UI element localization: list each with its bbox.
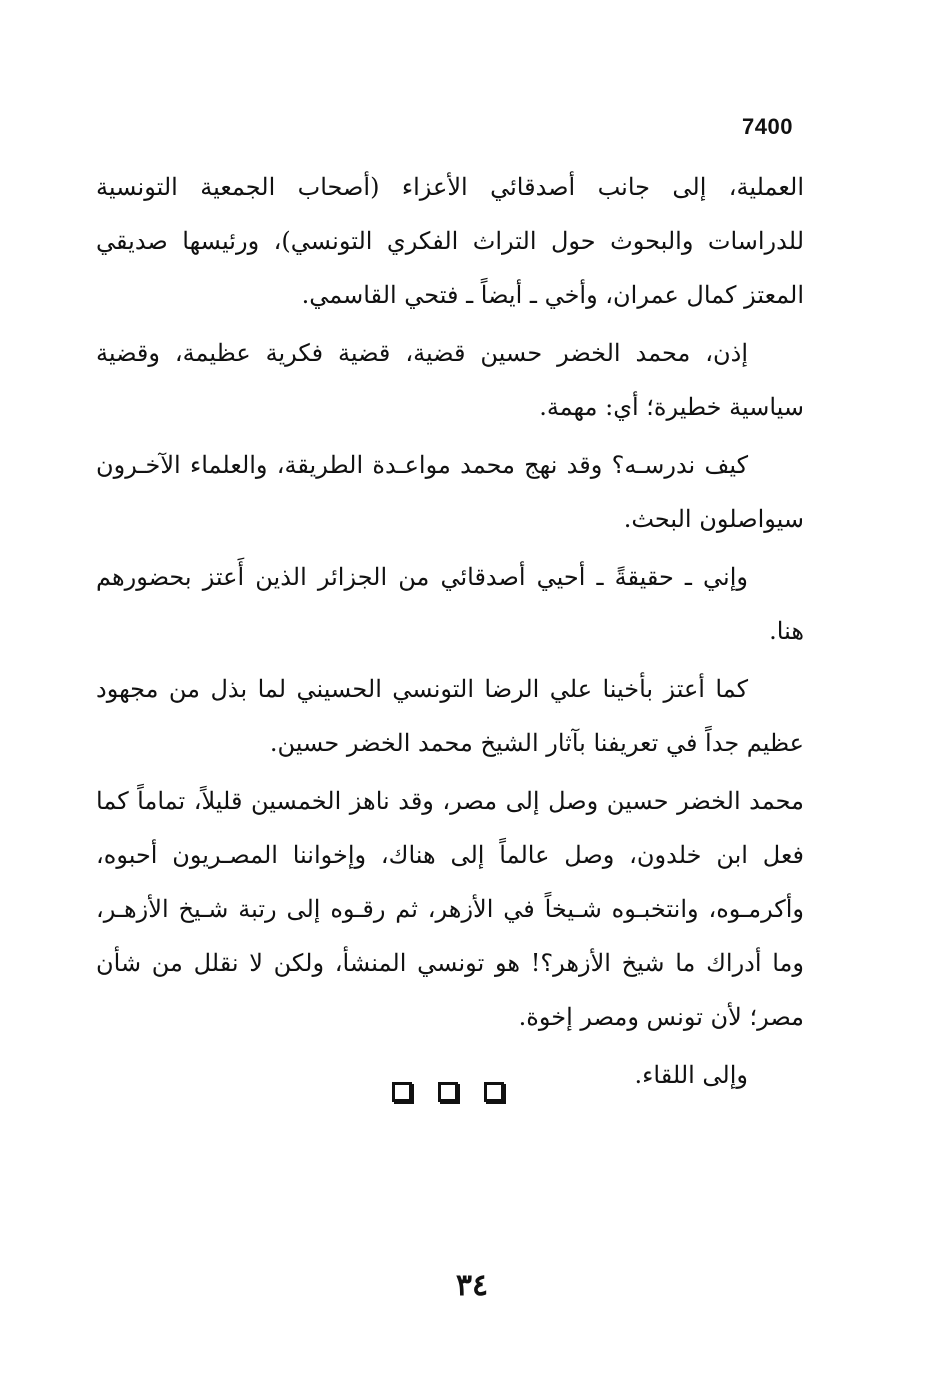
- ornament-square-icon: [484, 1082, 504, 1102]
- paragraph: كيف ندرسـه؟ وقد نهج محمد مواعـدة الطريقة، والعلماء الآخـرون سيواصلون البحث.: [96, 451, 804, 533]
- paragraph: كما أعتز بأخينا علي الرضا التونسي الحسيني لما بذل من مجهود عظيم جداً في تعريفنا بآثار الشيخ محمد الخضر حسين.: [96, 675, 804, 757]
- closing-paragraph: وإلى اللقاء.: [634, 1061, 748, 1089]
- page-code: 7400: [742, 114, 793, 139]
- paragraph: محمد الخضر حسين وصل إلى مصر، وقد ناهز الخمسين قليلاً، تماماً كما فعل ابن خلدون، وصل عالماً إلى هناك، وإخواننا المصـريون أحبوه، وأكرمـوه، وانتخبـوه شـيخاً في الأزهر، ثم رقـوه إلى رتبة شـيخ الأزهـر، وما أدراك ما شيخ الأزهر؟! هو تونسي المنشأ، ولكن لا نقلل من شأن مصر؛ لأن تونس ومصر إخوة.: [96, 787, 804, 1031]
- paragraph-continuation: العملية، إلى جانب أصدقائي الأعزاء (أصحاب الجمعية التونسية للدراسات والبحوث حول التراث الفكري التونسي)، ورئيسها صديقي المعتز كمال عمران، وأخي ـ أيضاً ـ فتحي القاسمي.: [96, 173, 804, 309]
- page-number: ٣٤: [455, 1268, 489, 1303]
- paragraph: إذن، محمد الخضر حسين قضية، قضية فكرية عظيمة، وقضية سياسية خطيرة؛ أي: مهمة.: [96, 339, 804, 421]
- body-text: [96, 160, 804, 1106]
- paragraph: وإني ـ حقيقةً ـ أحيي أصدقائي من الجزائر الذين أَعتز بحضورهم هنا.: [96, 563, 804, 645]
- section-ornament: [392, 1082, 504, 1102]
- ornament-square-icon: [438, 1082, 458, 1102]
- ornament-square-icon: [392, 1082, 412, 1102]
